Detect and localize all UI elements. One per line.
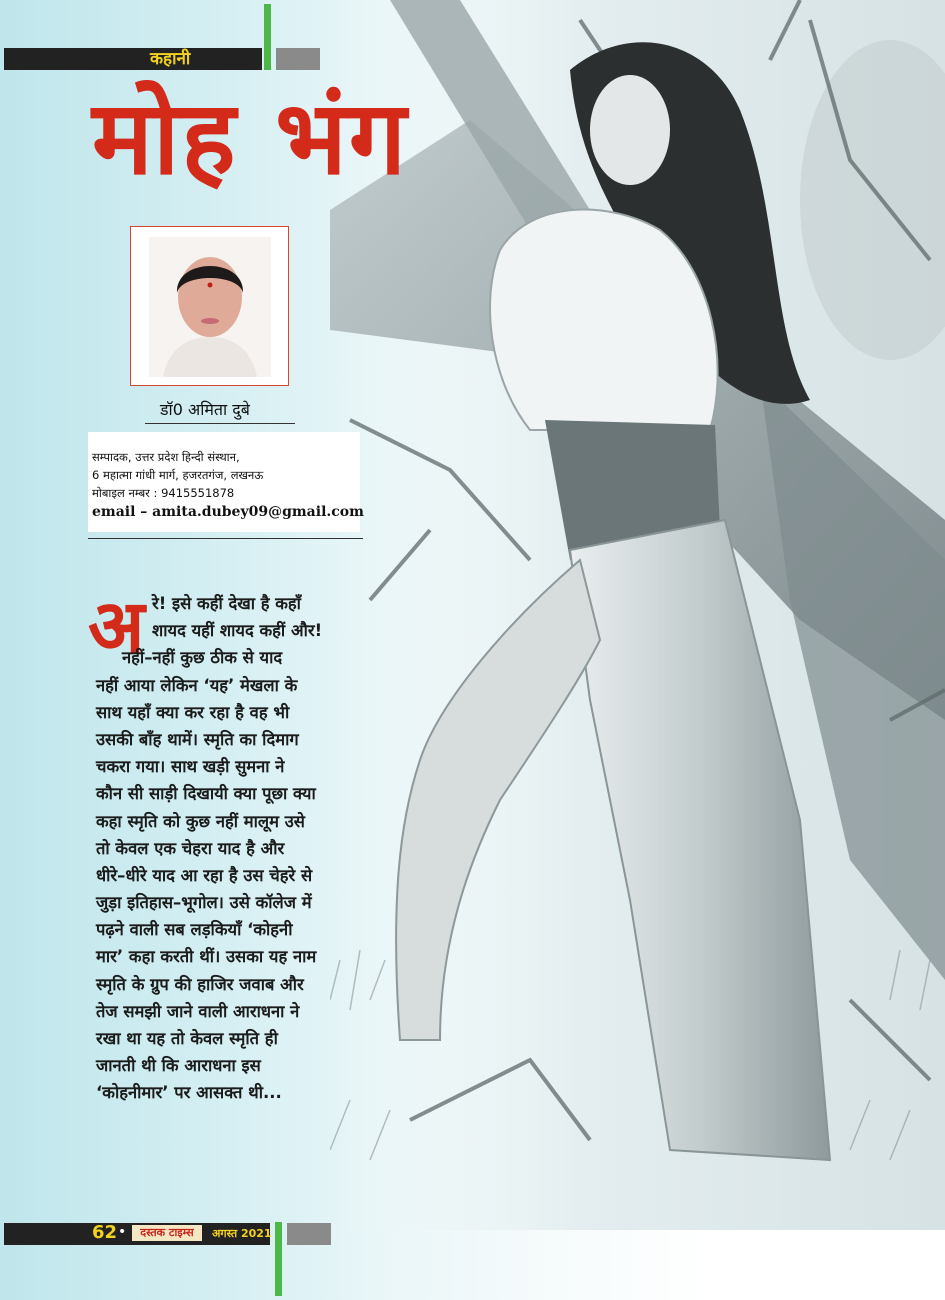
story-line: चकरा गया। साथ खड़ी सुमना ने: [96, 757, 285, 777]
story-line: रखा था यह तो केवल स्मृति ही: [96, 1029, 278, 1048]
top-green-rule: [264, 4, 271, 70]
story-body: [96, 590, 366, 1107]
contact-email: email – amita.dubey09@gmail.com: [92, 504, 364, 520]
story-line: साथ यहाँ क्या कर रहा है वह भी: [96, 702, 290, 722]
story-line: नहीं–नहीं कुछ ठीक से याद: [122, 648, 283, 668]
story-illustration: [330, 0, 945, 1230]
footer-green-rule: [275, 1222, 282, 1296]
story-line: शायद यहीं शायद कहीं और!: [152, 621, 323, 641]
story-line: रे! इसे कहीं देखा है कहाँ: [152, 594, 301, 613]
author-photo: [149, 237, 271, 377]
magazine-logo: दस्तक टाइम्स: [132, 1225, 202, 1241]
story-line: पढ़ने वाली सब लड़कियाँ ‘कोहनी: [96, 920, 293, 940]
story-line: धीरे–धीरे याद आ रहा है उस चेहरे से: [96, 865, 313, 885]
contact-address: 6 महात्मा गांधी मार्ग, हजरतगंज, लखनऊ: [92, 468, 264, 482]
story-line: तेज समझी जाने वाली आराधना ने: [96, 1001, 300, 1021]
drop-cap: अ: [88, 584, 145, 670]
category-label: कहानी: [150, 49, 191, 69]
story-title: मोह भंग: [92, 79, 409, 198]
story-line: नहीं आया लेकिन ‘यह’ मेखला के: [96, 675, 298, 695]
story-line: स्मृति के ग्रुप की हाजिर जवाब और: [96, 974, 304, 994]
story-line: जुड़ा इतिहास–भूगोल। उसे कॉलेज में: [96, 893, 312, 913]
story-line: तो केवल एक चेहरा याद है और: [96, 838, 285, 858]
category-bar: [4, 48, 262, 70]
contact-divider: [88, 538, 363, 539]
story-line: उसकी बाँह थामें। स्मृति का दिमाग: [96, 729, 299, 749]
author-photo-frame: [130, 226, 289, 386]
story-line: कौन सी साड़ी दिखायी क्या पूछा क्या: [96, 784, 316, 804]
author-contact-box: [88, 432, 364, 532]
author-name: डॉ0 अमिता दुबे: [160, 400, 250, 419]
top-gray-block: [276, 48, 320, 70]
contact-designation: सम्पादक, उत्तर प्रदेश हिन्दी संस्थान,: [92, 450, 240, 464]
footer-bullet: •: [118, 1224, 127, 1240]
author-divider: [145, 423, 295, 424]
contact-mobile: मोबाइल नम्बर : 9415551878: [92, 486, 235, 500]
issue-date: अगस्त 2021: [212, 1227, 272, 1240]
footer-gray-block: [287, 1223, 331, 1245]
story-line: मार’ कहा करती थीं। उसका यह नाम: [96, 947, 317, 967]
story-line: जानती थी कि आराधना इस: [96, 1056, 261, 1076]
story-line: ‘कोहनीमार’ पर आसक्त थी...: [96, 1083, 282, 1103]
story-line: कहा स्मृति को कुछ नहीं मालूम उसे: [96, 811, 305, 831]
page-number: 62: [92, 1222, 118, 1243]
